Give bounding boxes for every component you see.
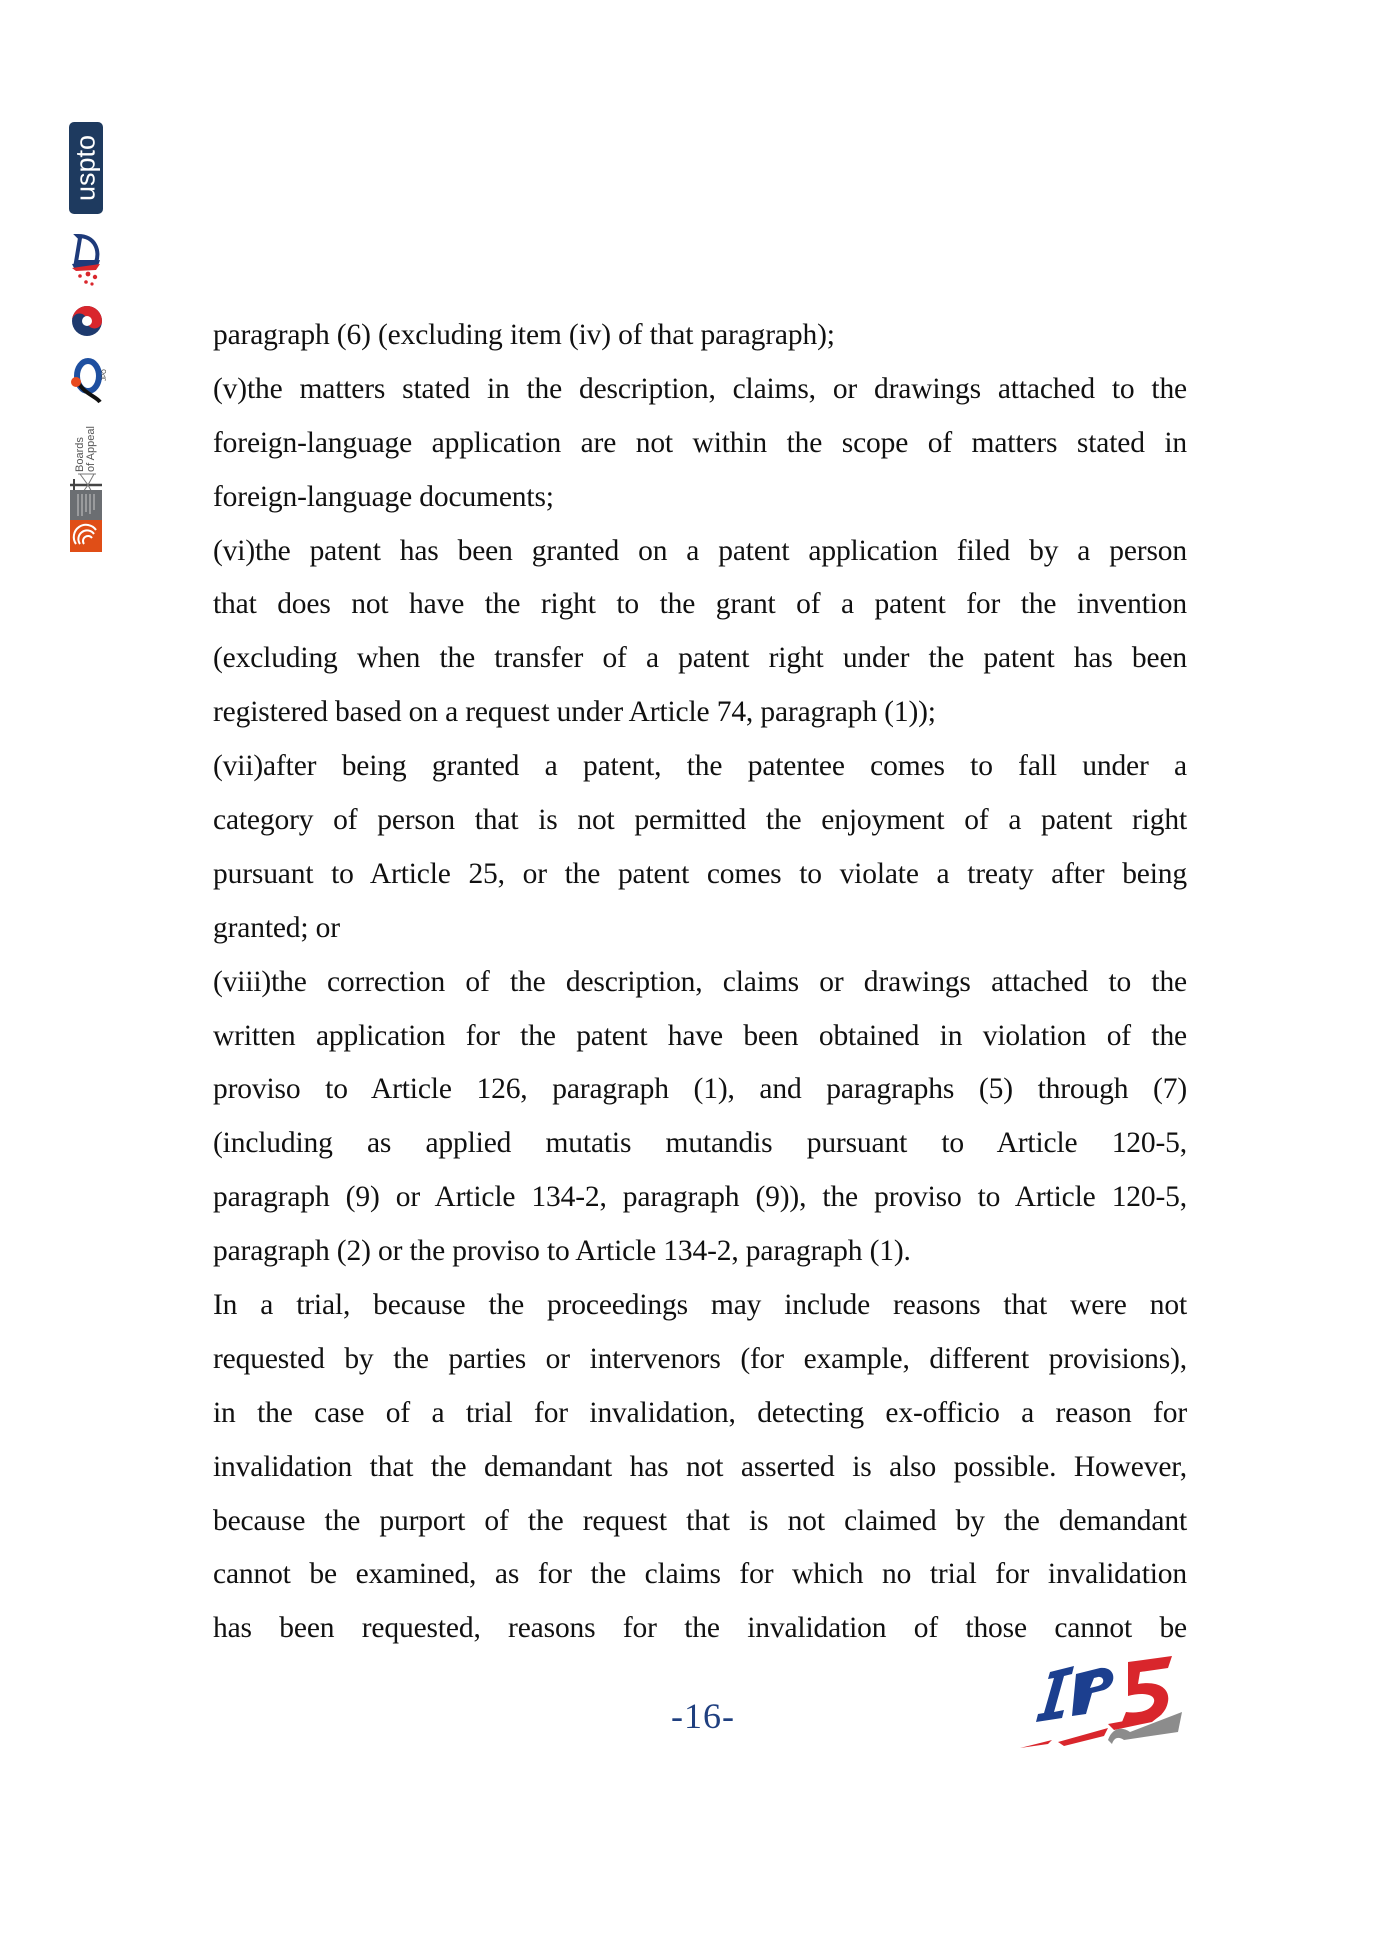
boards-of-appeal-line1: Boards [74,437,86,472]
uspto-logo [69,122,103,214]
text-line: paragraph (6) (excluding item (iv) of that paragraph); [213,319,835,351]
text-line: paragraph (9) or Article 134-2, paragraph (9)), the proviso to Article 120-5, [213,1181,1187,1214]
text-line: (vi)the patent has been granted on a patent application filed by a person [213,534,1187,567]
text-line: (excluding when the transfer of a patent right under the patent has been [213,642,1187,675]
page-number: -16- [671,1696,735,1736]
kipo-logo-icon [66,298,106,344]
text-line: foreign-language application are not within the scope of matters stated in [213,426,1187,459]
text-line: cannot be examined, as for the claims for which no trial for invalidation [213,1558,1187,1591]
text-line: invalidation that the demandant has not asserted is also possible. However, [213,1450,1187,1483]
text-line: In a trial, because the proceedings may include reasons that were not [213,1289,1187,1322]
fingerprint-icon [70,520,102,552]
text-line: (v)the matters stated in the description, claims, or drawings attached to the [213,372,1187,405]
text-line: has been requested, reasons for the invalidation of those cannot be [213,1612,1187,1645]
partner-logo-strip [66,122,106,552]
text-line: written application for the patent have been obtained in violation of the [213,1019,1187,1052]
text-line: (including as applied mutatis mutandis pursuant to Article 120-5, [213,1127,1187,1160]
text-line: foreign-language documents; [213,480,554,513]
jpo-label: JPO [101,369,108,381]
ip5-logo-graphic [1012,1652,1192,1764]
text-line: pursuant to Article 25, or the patent comes to violate a treaty after being [213,857,1187,890]
text-line: requested by the parties or intervenors (for example, different provisions), [213,1342,1187,1375]
ip5-logo [1012,1652,1192,1764]
epo-logo [70,490,102,552]
text-line: because the purport of the request that is not claimed by the demandant [213,1504,1187,1537]
text-line: (viii)the correction of the description, claims or drawings attached to the [213,965,1187,998]
boards-of-appeal-line2: of Appeal [85,426,97,472]
epo-logo-gray-band [70,490,102,520]
text-line: that does not have the right to the grant of a patent for the invention [213,588,1187,621]
body-text [213,313,1187,1660]
text-line: registered based on a request under Article 74, paragraph (1)); [213,696,936,729]
text-line: paragraph (2) or the proviso to Article 134-2, paragraph (1). [213,1235,911,1268]
cnipa-logo-icon [66,230,106,288]
jpo-logo-icon [66,352,106,404]
text-line: category of person that is not permitted the enjoyment of a patent right [213,804,1187,837]
text-line: granted; or [213,911,340,944]
epo-logo-orange-band [70,520,102,552]
text-line: (vii)after being granted a patent, the patentee comes to fall under a [213,750,1187,783]
boards-of-appeal-text [75,426,97,472]
uspto-logo-text: uspto [70,134,101,202]
text-line: in the case of a trial for invalidation, detecting ex-officio a reason for [213,1396,1187,1429]
text-line: proviso to Article 126, paragraph (1), and paragraphs (5) through (7) [213,1073,1187,1106]
